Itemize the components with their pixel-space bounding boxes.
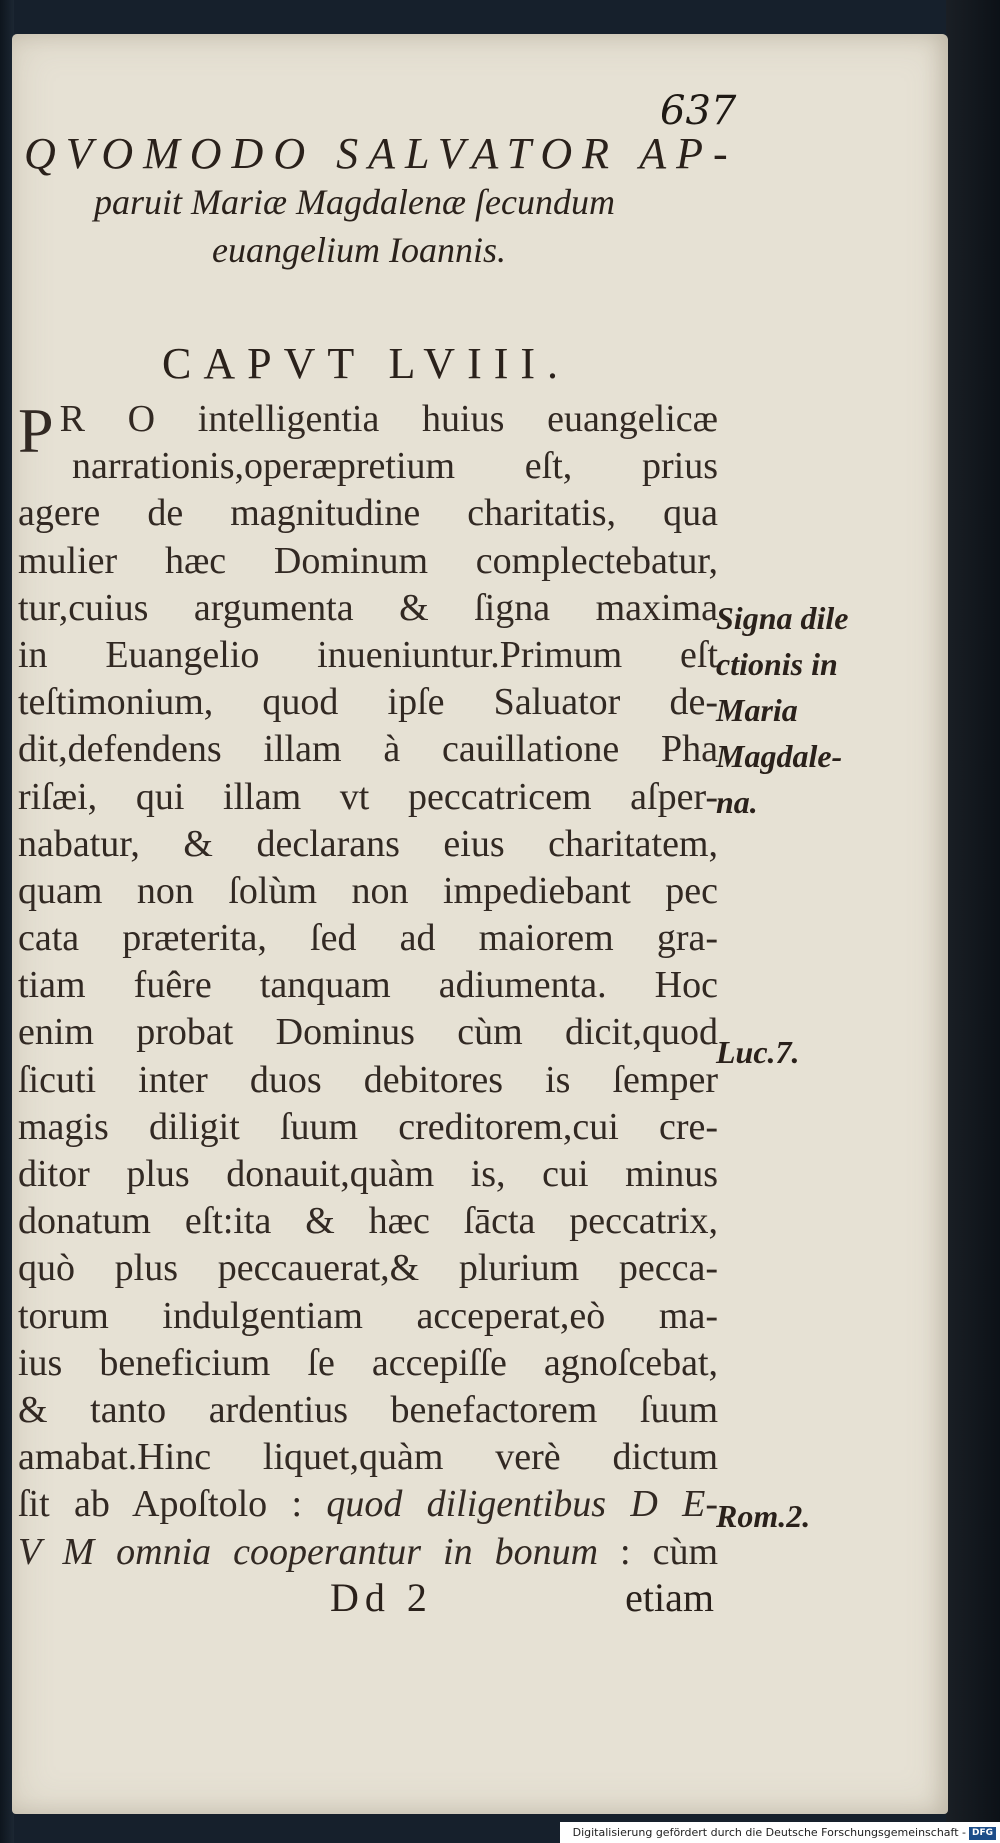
body-line: cata præterita, ſed ad maiorem gra- [18, 917, 718, 960]
chapter-heading [24, 129, 738, 274]
catchline [18, 1574, 718, 1624]
body-line: torum indulgentiam acceperat,eò ma- [18, 1294, 718, 1337]
body-line: in Euangelio inueniuntur.Primum eſt [18, 633, 718, 676]
body-line-first-text: R O intelligentia huius euangelicæ [59, 398, 718, 440]
body-line-apostle [18, 1481, 718, 1528]
body-line: amabat.Hinc liquet,quàm verè dictum [18, 1436, 718, 1479]
book-page [12, 34, 948, 1814]
body-text [18, 396, 718, 1576]
margin-note-rom: Rom.2. [716, 1498, 811, 1534]
body-line: dit,defendens illam à cauillatione Pha [18, 728, 718, 771]
chapter-title: CAPVT LVIII. [162, 339, 571, 388]
body-line-apostle-italic: quod diligentibus D E- [326, 1483, 718, 1526]
margin-note-signa-4: Magdale- [716, 738, 843, 774]
body-line: teſtimonium, quod ipſe Saluator de- [18, 681, 718, 724]
body-line: agere de magnitudine charitatis, qua [18, 492, 718, 535]
body-line: enim probat Dominus cùm dicit,quod [18, 1011, 718, 1054]
body-line: narrationis,operæpretium eſt, prius [72, 445, 718, 488]
heading-line-2: paruit Mariæ Magdalenæ ſecundum [94, 182, 615, 222]
heading-line-1: QVOMODO SALVATOR AP- [24, 129, 738, 178]
margin-note-signa-5: na. [716, 784, 758, 820]
margin-note-luc: Luc.7. [716, 1034, 800, 1070]
margin-note-signa-2: ctionis in [716, 646, 838, 682]
body-line: riſæi, qui illam vt peccatricem aſper- [18, 775, 718, 818]
margin-notes [716, 34, 948, 1734]
body-line: tur,cuius argumenta & ſigna maxima [18, 586, 718, 629]
body-line: mulier hæc Dominum complectebatur, [18, 539, 718, 582]
body-line: nabatur, & declarans eius charitatem, [18, 822, 718, 865]
body-line-last-roman: : cùm [598, 1530, 719, 1573]
body-line: tiam fuêre tanquam adiumenta. Hoc [18, 964, 718, 1007]
body-line: ſicuti inter duos debitores is ſemper [18, 1058, 718, 1101]
signature-mark: Dd 2 [330, 1575, 433, 1620]
body-line: ditor plus donauit,quàm is, cui minus [18, 1153, 718, 1195]
credit-text: Digitalisierung gefördert durch die Deutsche Forschungsgemeinschaft - [572, 1826, 966, 1839]
drop-initial: P [18, 395, 54, 466]
body-line: donatum eſt:ita & hæc ſācta peccatrix, [18, 1200, 718, 1243]
page-number: 637 [660, 88, 737, 134]
margin-note-signa-3: Maria [716, 692, 798, 728]
dfg-logo: DFG [969, 1827, 996, 1840]
body-line-last [18, 1529, 718, 1576]
body-line: ius beneficium ſe accepiſſe agnoſcebat, [18, 1341, 718, 1384]
body-line: quam non ſolùm non impediebant pec [18, 869, 718, 912]
body-line: magis diligit ſuum creditorem,cui cre- [18, 1105, 718, 1148]
body-line: & tanto ardentius benefactorem ſuum [18, 1388, 718, 1431]
scan-edge-right [946, 0, 1000, 1843]
body-line-last-italic: V M omnia cooperantur in bonum [18, 1530, 599, 1573]
body-line-first [18, 395, 718, 466]
heading-line-3: euangelium Ioannis. [212, 230, 506, 270]
catchword: etiam [625, 1575, 714, 1620]
body-line-apostle-roman: ſit ab Apoſtolo : [18, 1483, 327, 1526]
body-line: quò plus peccauerat,& plurium pecca- [18, 1247, 718, 1290]
margin-note-signa-1: Signa dile [716, 600, 849, 636]
digitization-credit [560, 1822, 1000, 1843]
